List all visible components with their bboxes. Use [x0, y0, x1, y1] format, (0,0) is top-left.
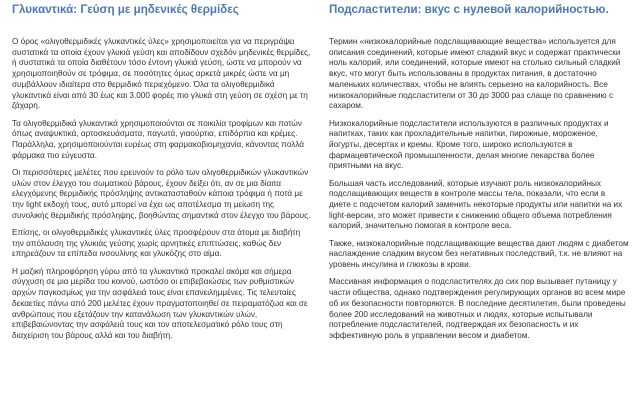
greek-paragraph-3: Οι περισσότερες μελέτες που ερευνούν το ρόλο των ολιγοθερμιδικών γλυκαντικών υλών στον έλεγχο του σωματικού βάρους, έχουν δείξει ότι, αν σε μια δίαιτα ελεγχόμενης θερμιδικής πρόσληψης αντικατασταθούν κάποια τρόφιμα ή ποτά με την light εκδοχή τους, αυτό μπορεί να έχει ως αποτέλεσμα τη μείωση της συνολικής θερμιδικής πρόσληψης, βοηθώντας σημαντικά στον έλεγχο του βάρους. — [12, 167, 311, 220]
greek-paragraph-5: Η μαζική πληροφόρηση γύρω από τα γλυκαντικά προκαλεί ακόμα και σήμερα σύγχυση σε μια μερίδα του κοινού, ωστόσο οι επιβεβαιώσεις των ρυθμιστικών αρχών παγκοσμίως για την ασφάλειά τους είναι επανειλημμένες. Τις τελευταίες δεκαετίες πάνω από 200 μελέτες έχουν πραγματοποιηθεί σε πειραματόζωα και σε ανθρώπους που εξετάζουν την κατανάλωση των γλυκαντικών υλών, επιβεβαιώνοντας την ασφάλειά τους και τον αποτελεσματικό ρόλο τους στη διαχείριση του βάρους αλλά και του διαβήτη. — [12, 266, 308, 340]
greek-paragraph-2: Τα ολιγοθερμιδικά γλυκαντικά χρησιμοποιούνται σε ποικιλία τροφίμων και ποτών όπως αναψυκτικά, αρτοσκευάσματα, παγωτά, γιαούρτια, επιδόρπια και κρέμες. Παράλληλα, χρησιμοποιούνται ευρέως στη φαρμακοβιομηχανία, κάνοντας πολλά φάρμακα πιο εύγευστα. — [12, 118, 305, 160]
russian-paragraph-1: Термин «низкокалорийные подслащивающие вещества» используется для описания соединений, которые имеют сладкий вкус и содержат практически ноль калорий, или соединений, которые имеют на столько сильный сладкий вкус, что могут быть использованы в продуктах питания, в достаточно маленьких количествах, чтобы не влиять серьезно на калорийность. Все низкокалорийные подсластители от 30 до 3000 раз слаще по сравнению с сахаром. — [329, 37, 621, 111]
russian-paragraph-2: Низкокалорийные подсластители используются в различных продуктах и напитках, таких как прохладительные напитки, пирожные, мороженое, йогурты, десертах и кремы. Кроме того, широко используются в фармацевтической промышленности, делая многие лекарства более приятными на вкус. — [329, 118, 609, 171]
greek-paragraphs — [12, 37, 312, 342]
russian-paragraph-5: Массивная информация о подсластителях до сих пор вызывает путаницу у части общества, однако подтверждения регулирующих органов во всем мире об их безопасности повторяются. В последние десятилетия, были проведены более 200 исследований на животных и людях, которые испытывали потребление подсластителей, подтверждая их безопасность и их эффективную роль в управлении весом и диабетом. — [329, 277, 626, 340]
greek-column — [12, 0, 312, 348]
russian-paragraphs — [329, 37, 629, 342]
greek-paragraph-4: Επίσης, οι ολιγοθερμιδικές γλυκαντικές ύλες προσφέρουν στα άτομα με διαβήτη την απόλαυση της γλυκιάς γεύσης χωρίς αρνητικές επιπτώσεις, καθώς δεν επηρεάζουν τα επίπεδα ινσουλίνης και γλυκόζης στο αίμα. — [12, 228, 301, 259]
greek-heading: Γλυκαντικά: Γεύση με μηδενικές θερμίδες — [12, 3, 239, 16]
russian-column — [329, 0, 629, 348]
greek-paragraph-1: Ο όρος «ολιγοθερμιδικές γλυκαντικές ύλες» χρησιμοποιείται για να περιγράψει συστατικά τα οποία έχουν γλυκιά γεύση και αποδίδουν σχεδόν μηδενικές θερμίδες, ή συστατικά τα οποία διαθέτουν τόσο έντονη γλυκιά γεύση, ώστε να μπορούν να χρησιμοποιηθούν σε τρόφιμα, σε ποσότητες όμως αρκετά μικρές ώστε να μη συμβάλλουν ιδιαίτερα στο θερμιδικό περιεχόμενο. Όλα τα ολιγοθερμιδικά γλυκαντικά είναι από 30 έως και 3.000 φορές πιο γλυκά στη γεύση σε σχέση με τη ζάχαρη. — [12, 37, 311, 111]
russian-paragraph-3: Большая часть исследований, которые изучают роль низкокалорийных подслащивающих веществ в контроле массы тела, показали, что если в диете с подсчетом калорий заменить некоторые продукты или напитки на их light-версии, это может привести к снижению общего объема потребления калорий, значительно помогая в контроле веса. — [329, 178, 623, 231]
russian-paragraph-4: Также, низкокалорийные подслащивающие вещества дают людям с диабетом наслаждение сладким вкусом без негативных последствий, т.к. не влияют на уровень инсулина и глюкозы в крови. — [329, 238, 629, 270]
russian-heading: Подсластители: вкус с нулевой калорийностью. — [329, 3, 609, 16]
